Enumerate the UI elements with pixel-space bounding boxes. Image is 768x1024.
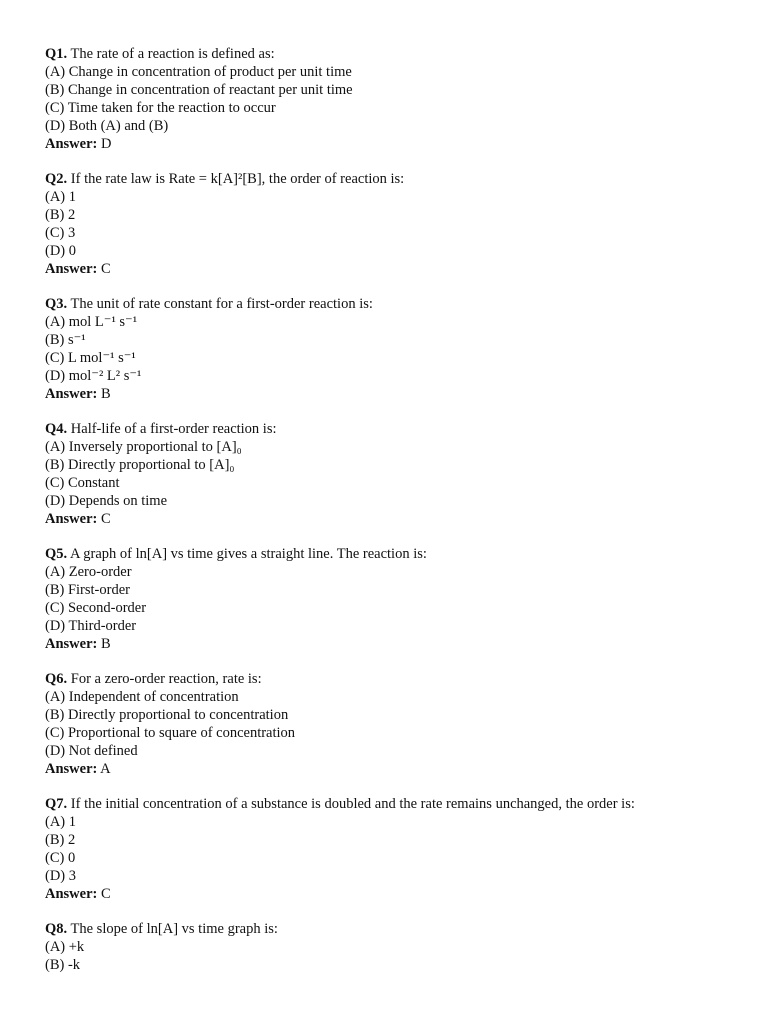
- question-stem: [45, 670, 745, 688]
- option-a: (A) Change in concentration of product per unit time: [45, 64, 352, 80]
- answer-value: D: [97, 136, 112, 152]
- answer-line: [45, 260, 745, 278]
- answer-value: C: [97, 511, 111, 527]
- question-2: [45, 170, 745, 278]
- option-b: (B) s⁻¹: [45, 332, 86, 348]
- answer-line: [45, 760, 745, 778]
- option-d: (D) Both (A) and (B): [45, 118, 169, 134]
- question-text: The slope of ln[A] vs time graph is:: [67, 921, 278, 937]
- question-text: For a zero-order reaction, rate is:: [67, 671, 262, 687]
- question-text: If the initial concentration of a substance is doubled and the rate remains unchanged, the order is:: [67, 796, 635, 812]
- option-c: (C) Time taken for the reaction to occur: [45, 100, 276, 116]
- answer-value: B: [97, 386, 111, 402]
- option-a: (A) Independent of concentration: [45, 689, 239, 705]
- answer-label: Answer:: [45, 261, 98, 277]
- option-b: (B) Change in concentration of reactant per unit time: [45, 82, 353, 98]
- question-3: [45, 295, 745, 403]
- question-number: Q5.: [45, 546, 68, 562]
- answer-label: Answer:: [45, 636, 98, 652]
- answer-label: Answer:: [45, 761, 98, 777]
- answer-line: [45, 510, 745, 528]
- answer-line: [45, 385, 745, 403]
- option-a: (A) +k: [45, 939, 85, 955]
- option-d: (D) Third-order: [45, 618, 137, 634]
- option-c: (C) 3: [45, 225, 76, 241]
- question-text: The unit of rate constant for a first-order reaction is:: [67, 296, 373, 312]
- question-number: Q1.: [45, 46, 68, 62]
- option-b: (B) Directly proportional to concentration: [45, 707, 289, 723]
- question-text: If the rate law is Rate = k[A]²[B], the order of reaction is:: [67, 171, 405, 187]
- option-b: (B) 2: [45, 832, 76, 848]
- option-d: (D) mol⁻² L² s⁻¹: [45, 368, 142, 384]
- answer-label: Answer:: [45, 136, 98, 152]
- question-stem: [45, 545, 745, 563]
- option-c: (C) Proportional to square of concentration: [45, 725, 296, 741]
- option-c: (C) 0: [45, 850, 76, 866]
- answer-label: Answer:: [45, 886, 98, 902]
- option-d: (D) Depends on time: [45, 493, 168, 509]
- answer-value: C: [97, 886, 111, 902]
- question-text: Half-life of a first-order reaction is:: [67, 421, 277, 437]
- question-number: Q4.: [45, 421, 68, 437]
- option-d: (D) Not defined: [45, 743, 138, 759]
- question-7: [45, 795, 745, 903]
- option-a: (A) Inversely proportional to [A]₀: [45, 439, 242, 455]
- answer-line: [45, 635, 745, 653]
- option-b: (B) Directly proportional to [A]₀: [45, 457, 235, 473]
- question-text: The rate of a reaction is defined as:: [67, 46, 275, 62]
- option-d: (D) 0: [45, 243, 77, 259]
- option-a: (A) Zero-order: [45, 564, 132, 580]
- answer-label: Answer:: [45, 511, 98, 527]
- question-stem: [45, 45, 745, 63]
- question-1: [45, 45, 745, 153]
- option-c: (C) L mol⁻¹ s⁻¹: [45, 350, 136, 366]
- question-8: [45, 920, 745, 974]
- option-b: (B) -k: [45, 957, 81, 973]
- question-number: Q6.: [45, 671, 68, 687]
- question-number: Q3.: [45, 296, 68, 312]
- question-list: [45, 45, 745, 991]
- question-number: Q7.: [45, 796, 68, 812]
- question-number: Q8.: [45, 921, 68, 937]
- question-stem: [45, 920, 745, 938]
- option-b: (B) 2: [45, 207, 76, 223]
- option-a: (A) 1: [45, 814, 77, 830]
- option-b: (B) First-order: [45, 582, 130, 598]
- question-6: [45, 670, 745, 778]
- answer-line: [45, 135, 745, 153]
- option-a: (A) mol L⁻¹ s⁻¹: [45, 314, 138, 330]
- answer-value: B: [97, 636, 111, 652]
- question-stem: [45, 795, 745, 813]
- question-stem: [45, 420, 745, 438]
- question-text: A graph of ln[A] vs time gives a straight line. The reaction is:: [67, 546, 427, 562]
- option-d: (D) 3: [45, 868, 77, 884]
- question-5: [45, 545, 745, 653]
- answer-value: A: [97, 761, 111, 777]
- answer-value: C: [97, 261, 111, 277]
- option-c: (C) Constant: [45, 475, 120, 491]
- option-c: (C) Second-order: [45, 600, 147, 616]
- answer-line: [45, 885, 745, 903]
- answer-label: Answer:: [45, 386, 98, 402]
- question-number: Q2.: [45, 171, 68, 187]
- question-stem: [45, 295, 745, 313]
- option-a: (A) 1: [45, 189, 77, 205]
- question-stem: [45, 170, 745, 188]
- question-4: [45, 420, 745, 528]
